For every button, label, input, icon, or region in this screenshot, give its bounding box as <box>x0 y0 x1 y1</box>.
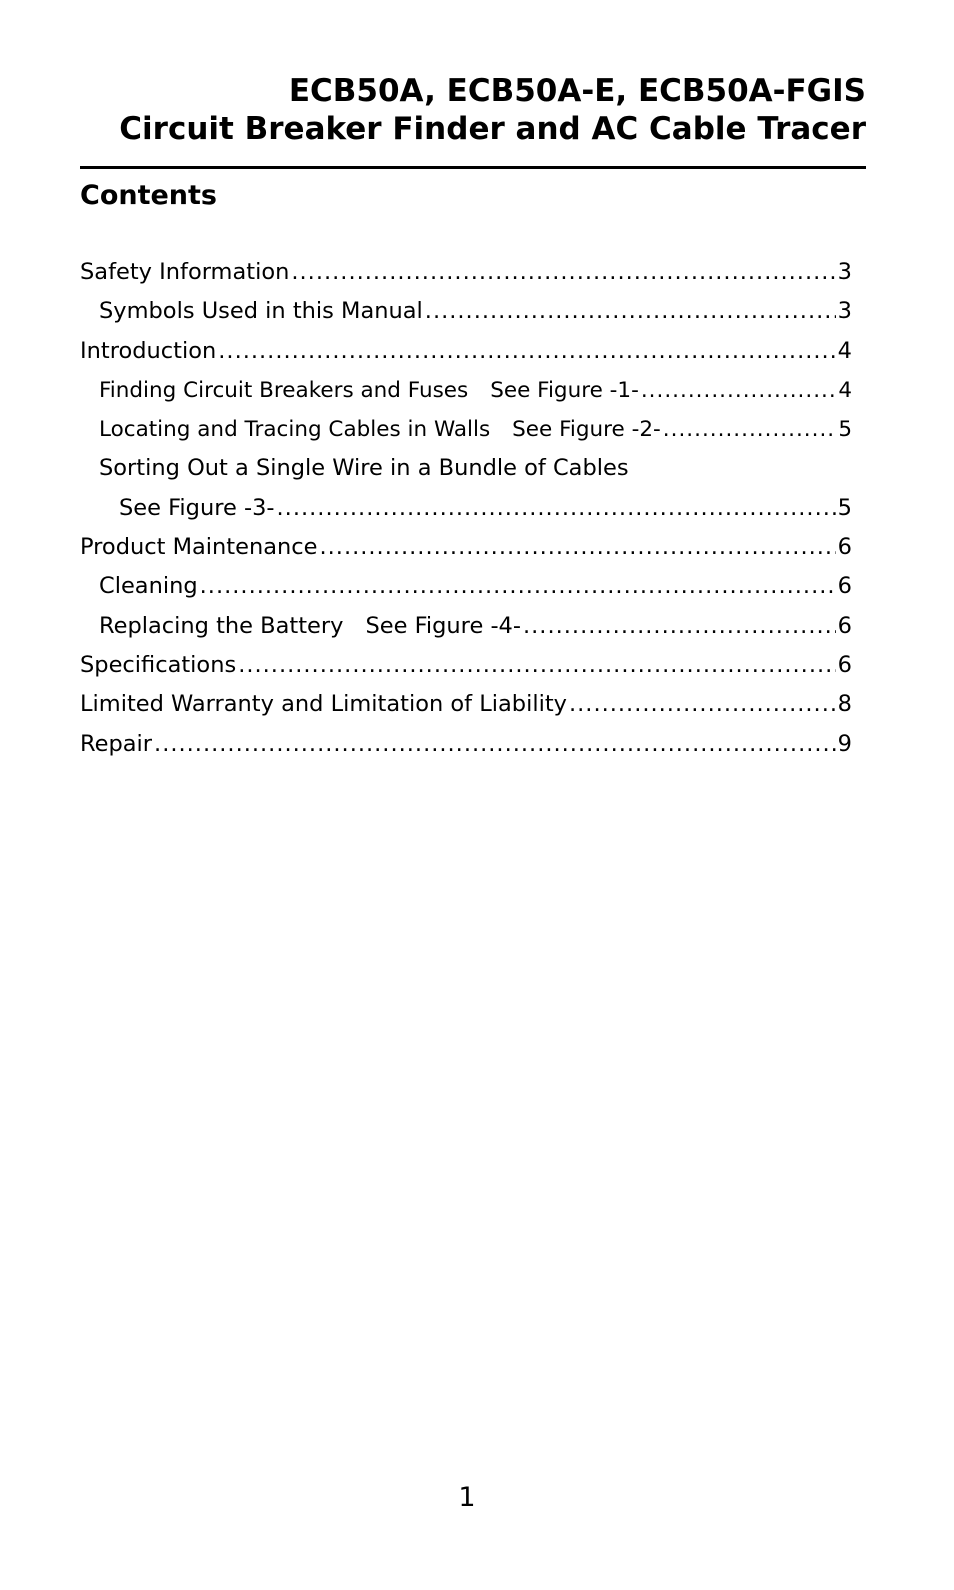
toc-leader-dots <box>200 567 836 606</box>
toc-entry-repair[interactable] <box>80 725 852 764</box>
toc-entry-title: Locating and Tracing Cables in Walls <box>99 417 491 443</box>
toc-entry-label: Limited Warranty and Limitation of Liability <box>80 691 567 718</box>
toc-entry-specifications[interactable] <box>80 646 852 685</box>
toc-entry-sorting-wire-figure[interactable] <box>80 489 852 528</box>
toc-entry-label <box>99 410 661 449</box>
toc-entry-page: 3 <box>837 298 852 325</box>
toc-leader-dots <box>291 253 835 292</box>
document-title <box>80 72 866 148</box>
toc-entry-label: Specifications <box>80 651 237 678</box>
toc-entry-limited-warranty[interactable] <box>80 685 852 724</box>
page-number: 1 <box>458 1482 476 1513</box>
toc-entry-page: 5 <box>838 417 852 443</box>
toc-entry-page: 3 <box>837 259 852 285</box>
toc-entry-label: Safety Information <box>80 259 290 285</box>
toc-entry-page: 8 <box>837 691 852 718</box>
toc-entry-label: Cleaning <box>99 573 198 600</box>
toc-entry-label: Product Maintenance <box>80 534 318 561</box>
title-models: ECB50A, ECB50A-E, ECB50A-FGIS <box>288 73 866 109</box>
toc-entry-label: See Figure -3- <box>119 494 275 521</box>
toc-entry-finding-breakers[interactable] <box>80 371 852 410</box>
toc-entry-page: 6 <box>837 534 852 561</box>
toc-entry-label <box>99 371 639 410</box>
toc-leader-dots <box>641 371 836 410</box>
toc-entry-title: Replacing the Battery <box>99 612 344 639</box>
title-product: Circuit Breaker Finder and AC Cable Tracer <box>119 111 866 147</box>
toc-leader-dots <box>218 332 835 371</box>
toc-entry-label: Introduction <box>80 337 217 364</box>
table-of-contents <box>80 253 852 764</box>
toc-entry-page: 9 <box>837 730 852 757</box>
toc-entry-page: 6 <box>837 612 852 639</box>
toc-entry-product-maintenance[interactable] <box>80 528 852 567</box>
contents-heading: Contents <box>80 180 218 211</box>
toc-entry-sorting-wire[interactable] <box>80 449 852 488</box>
toc-entry-page: 6 <box>837 573 852 600</box>
toc-entry-symbols[interactable] <box>80 292 852 331</box>
toc-entry-safety-information[interactable] <box>80 253 852 292</box>
toc-entry-label: Sorting Out a Single Wire in a Bundle of Cables <box>99 455 629 482</box>
toc-entry-page: 4 <box>838 377 852 403</box>
toc-entry-introduction[interactable] <box>80 332 852 371</box>
toc-entry-title: Finding Circuit Breakers and Fuses <box>99 377 469 403</box>
toc-figure-ref: See Figure -4- <box>365 612 521 639</box>
toc-entry-replacing-battery[interactable] <box>80 607 852 646</box>
toc-leader-dots <box>319 528 835 567</box>
toc-leader-dots <box>154 725 836 764</box>
toc-leader-dots <box>238 646 835 685</box>
toc-leader-dots <box>277 489 836 528</box>
toc-entry-label: Repair <box>80 730 153 757</box>
toc-leader-dots <box>425 292 836 331</box>
toc-entry-label: Symbols Used in this Manual <box>99 298 423 325</box>
toc-entry-page: 4 <box>837 337 852 364</box>
toc-leader-dots <box>523 607 836 646</box>
toc-entry-page: 6 <box>837 651 852 678</box>
toc-figure-ref: See Figure -1- <box>490 377 639 403</box>
toc-leader-dots <box>569 685 836 724</box>
toc-entry-cleaning[interactable] <box>80 567 852 606</box>
toc-figure-ref: See Figure -2- <box>512 417 661 443</box>
title-divider <box>80 166 866 169</box>
toc-entry-tracing-cables[interactable] <box>80 410 852 449</box>
toc-leader-dots <box>663 410 837 449</box>
toc-entry-page: 5 <box>837 494 852 521</box>
toc-entry-label <box>99 607 521 646</box>
